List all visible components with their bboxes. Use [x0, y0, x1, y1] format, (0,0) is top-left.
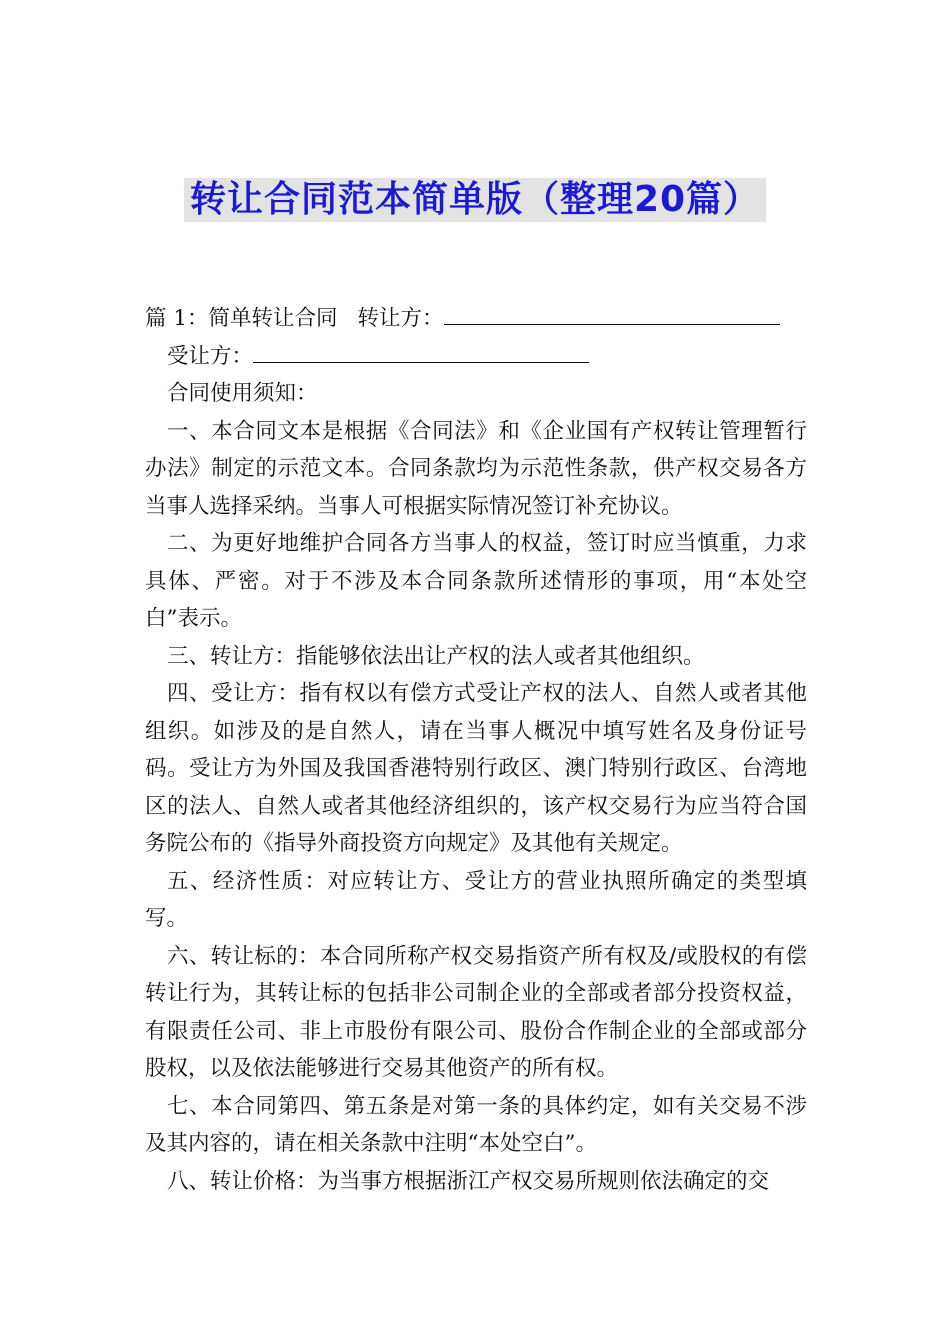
transferee-line: [145, 338, 807, 376]
paragraph-4: 四、受让方：指有权以有偿方式受让产权的法人、自然人或者其他组织。如涉及的是自然人，请在当事人概况中填写姓名及身份证号码。受让方为外国及我国香港特别行政区、澳门特别行政区、台湾地区的法人、自然人或者其他经济组织的，该产权交易行为应当符合国务院公布的《指导外商投资方向规定》及其他有关规定。: [145, 681, 807, 856]
header-line: [145, 300, 807, 338]
paragraph-6: 六、转让标的：本合同所称产权交易指资产所有权及/或股权的有偿转让行为，其转让标的包括非公司制企业的全部或者部分投资权益，有限责任公司、非上市股份有限公司、股份合作制企业的全部或部分股权，以及依法能够进行交易其他资产的所有权。: [145, 943, 807, 1081]
title-container: [0, 178, 950, 222]
paragraph-1: 一、本合同文本是根据《合同法》和《企业国有产权转让管理暂行办法》制定的示范文本。合同条款均为示范性条款，供产权交易各方当事人选择采纳。当事人可根据实际情况签订补充协议。: [145, 418, 807, 519]
page-title: 转让合同范本简单版（整理20篇）: [184, 178, 766, 222]
paragraph-7: 七、本合同第四、第五条是对第一条的具体约定，如有关交易不涉及其内容的，请在相关条款中注明“本处空白”。: [145, 1093, 807, 1156]
transferor-blank: [444, 304, 780, 325]
paragraph-2: 二、为更好地维护合同各方当事人的权益，签订时应当慎重，力求具体、严密。对于不涉及本合同条款所述情形的事项，用“本处空白”表示。: [145, 531, 807, 631]
document-body: [145, 300, 807, 1200]
paragraph-8: 八、转让价格：为当事方根据浙江产权交易所规则依法确定的交: [167, 1168, 770, 1194]
transferor-label: 转让方：: [357, 306, 444, 331]
transferee-label: 受让方：: [167, 343, 254, 369]
transferee-blank: [253, 342, 589, 363]
paragraph-5: 五、经济性质：对应转让方、受让方的营业执照所确定的类型填写。: [145, 868, 807, 931]
paragraph-3: 三、转让方：指能够依法出让产权的法人或者其他组织。: [167, 643, 705, 669]
notice-heading: 合同使用须知：: [167, 381, 318, 406]
section-label: 篇 1：简单转让合同: [145, 306, 338, 331]
